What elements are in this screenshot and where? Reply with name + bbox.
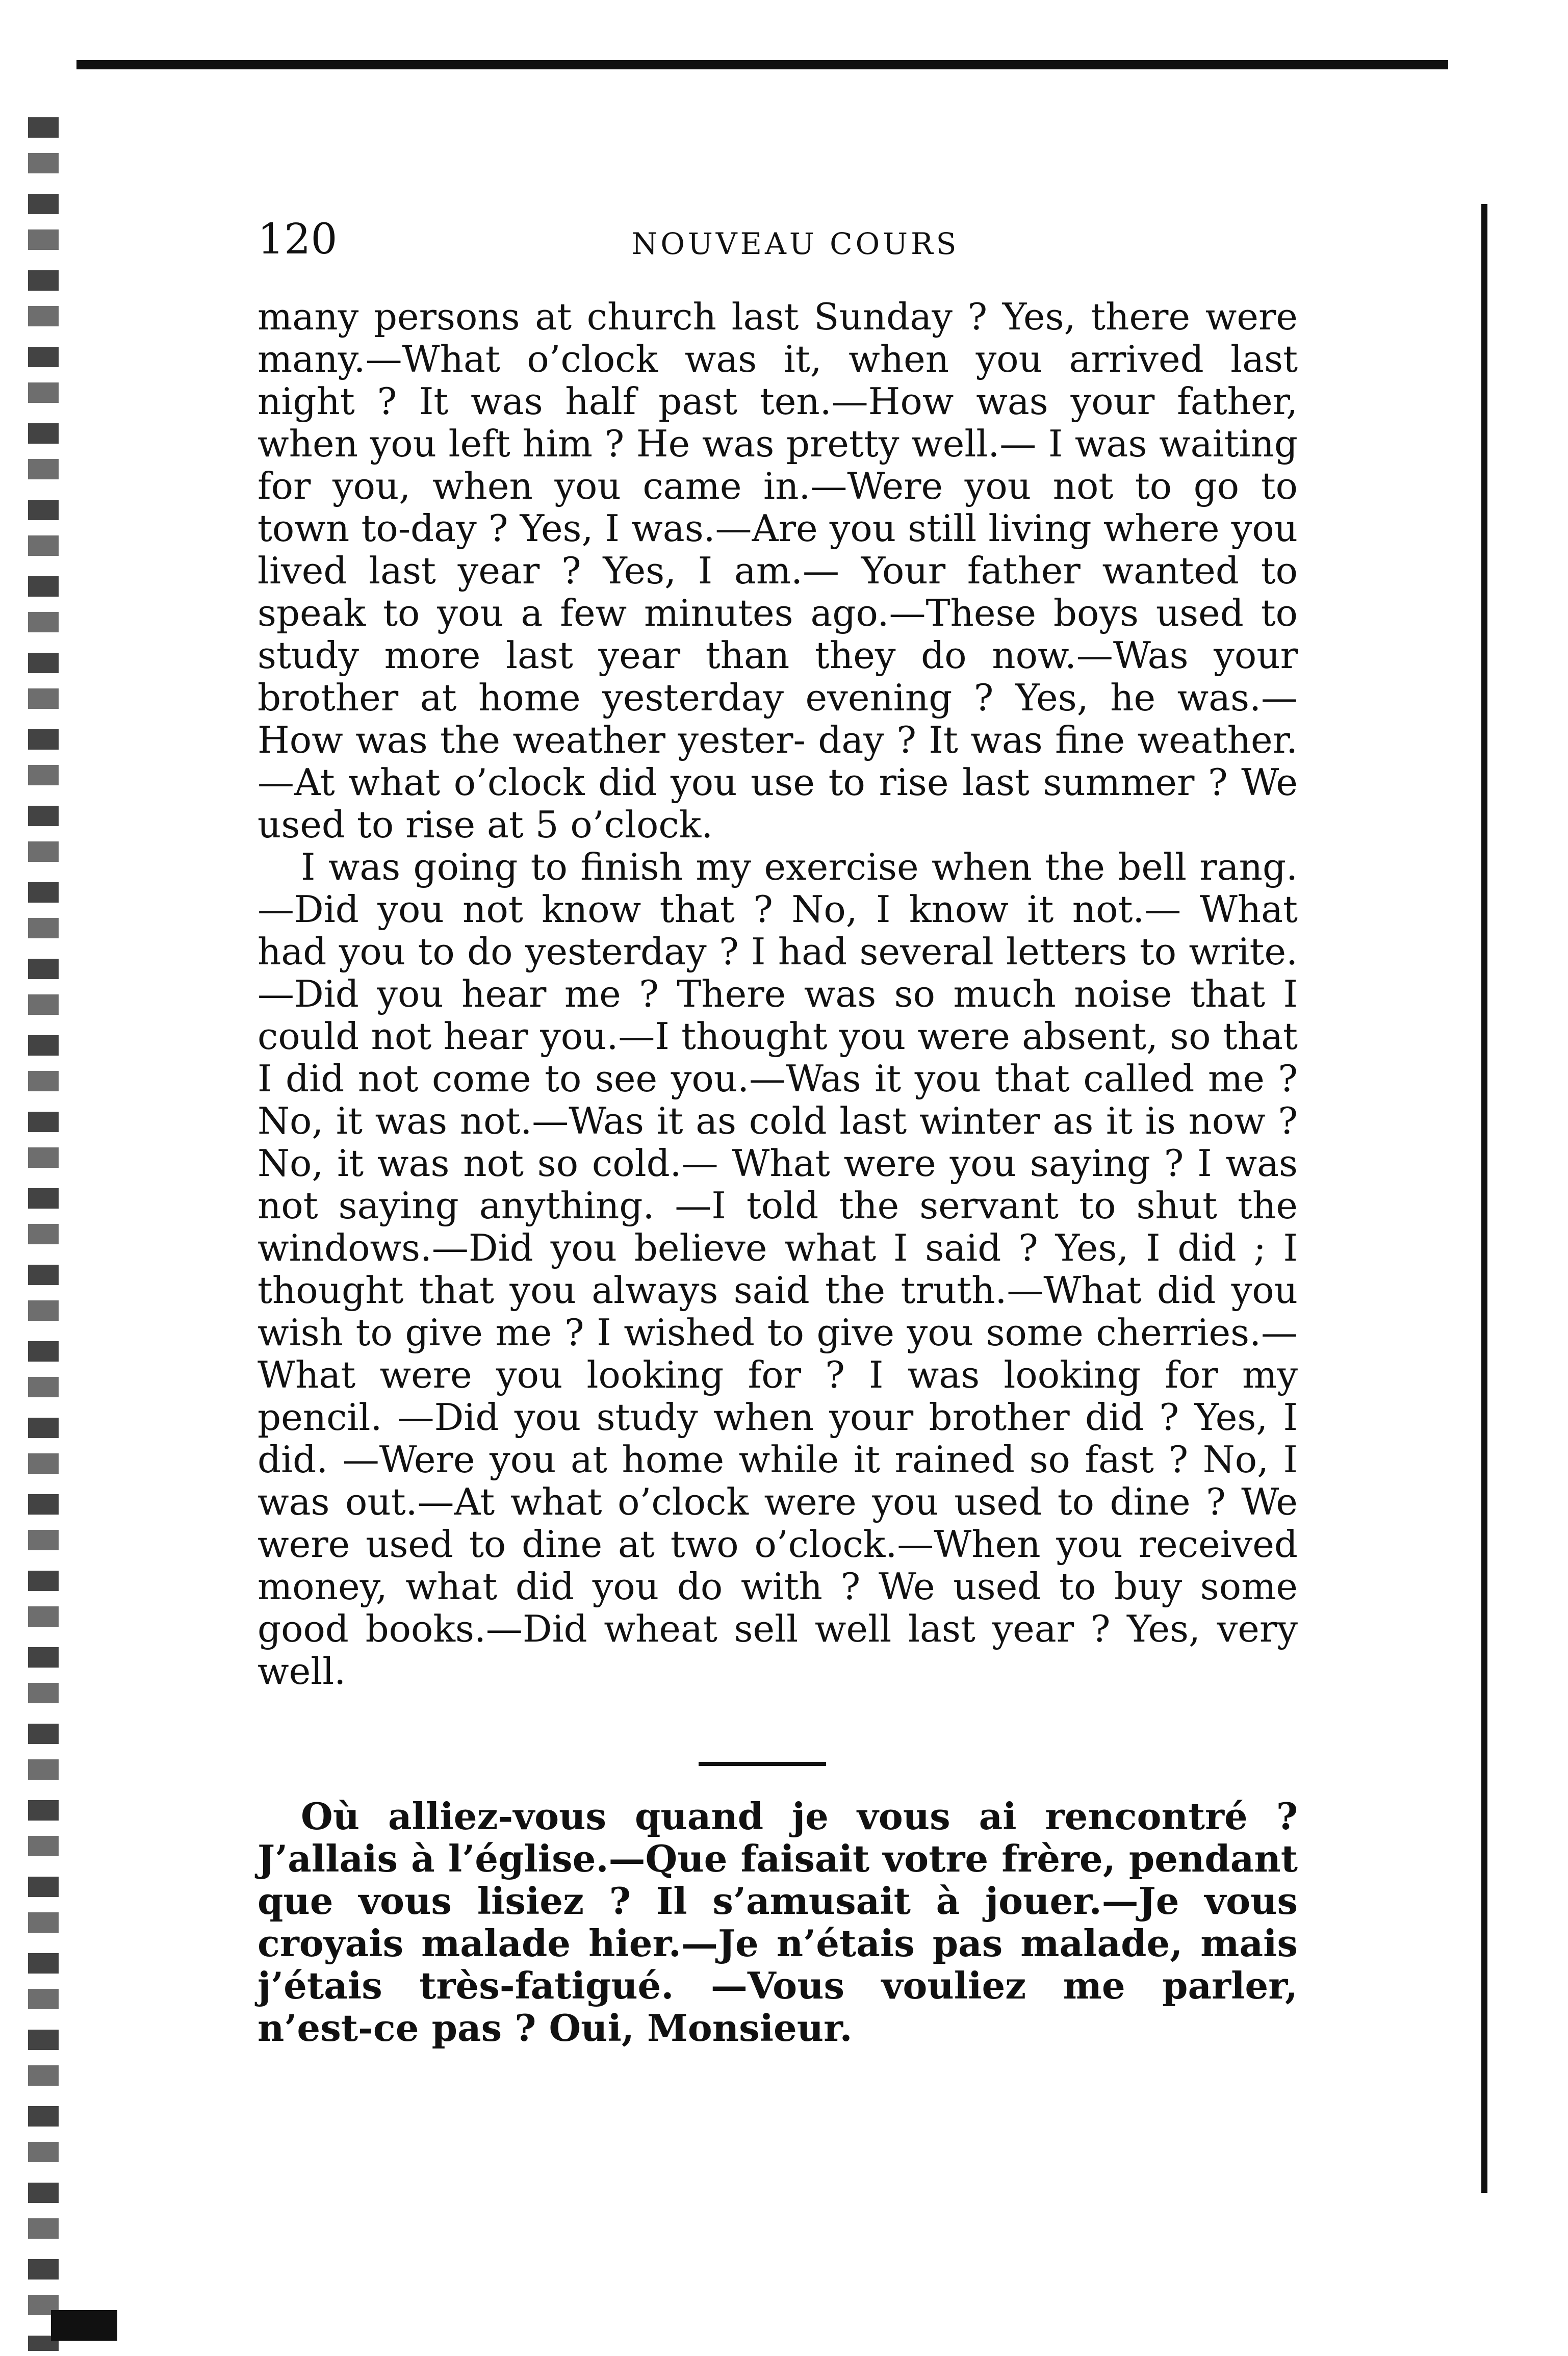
english-exercise xyxy=(258,296,1298,1693)
running-head: NOUVEAU COURS xyxy=(631,226,960,261)
section-separator xyxy=(699,1762,826,1766)
french-exercise xyxy=(258,1795,1298,2049)
left-margin-corner-mark xyxy=(51,2310,117,2341)
top-rule xyxy=(76,60,1448,69)
page-number: 120 xyxy=(258,215,338,264)
french-paragraph: Où alliez-vous quand je vous ai rencontré ? J’allais à l’église.—Que faisait votre frère, pendant que vous lisiez ? Il s’amusait à jouer.—Je vous croyais malade hier.—Je n’étais pas malade, mais j’étais très-fatigué. —Vous vouliez me parler, n’est-ce pas ? Oui, Monsieur. xyxy=(258,1795,1298,2050)
right-margin-line xyxy=(1481,204,1487,2193)
paragraph-2: I was going to finish my exercise when the bell rang.—Did you not know that ? No, I know it not.— What had you to do yesterday ? I had several letters to write.—Did you hear me ? There was so much noise that I could not hear you.—I thought you were absent, so that I did not come to see you.—Was it you that called me ? No, it was not.—Was it as cold last winter as it is now ? No, it was not so cold.— What were you saying ? I was not saying anything. —I told the servant to shut the windows.—Did you believe what I said ? Yes, I did ; I thought that you always said the truth.—What did you wish to give me ? I wished to give you some cherries.—What were you looking for ? I was looking for my pencil. —Did you study when your brother did ? Yes, I did. —Were you at home while it rained so fast ? No, I was out.—At what o’clock were you used to dine ? We were used to dine at two o’clock.—When you received money, what did you do with ? We used to buy some good books.—Did wheat sell well last year ? Yes, very well. xyxy=(258,846,1298,1693)
paragraph-1: many persons at church last Sunday ? Yes, there were many.—What o’clock was it, when you arrived last night ? It was half past ten.—How was your father, when you left him ? He was pretty well.— I was waiting for you, when you came in.—Were you not to go to town to-day ? Yes, I was.—Are you still living where you lived last year ? Yes, I am.— Your father wanted to speak to you a few minutes ago.—These boys used to study more last year than they do now.—Was your brother at home yesterday evening ? Yes, he was.—How was the weather yester- day ? It was fine weather.—At what o’clock did you use to rise last summer ? We used to rise at 5 o’clock. xyxy=(258,295,1298,846)
left-margin-binding xyxy=(28,117,59,2351)
page-header xyxy=(258,214,1333,270)
